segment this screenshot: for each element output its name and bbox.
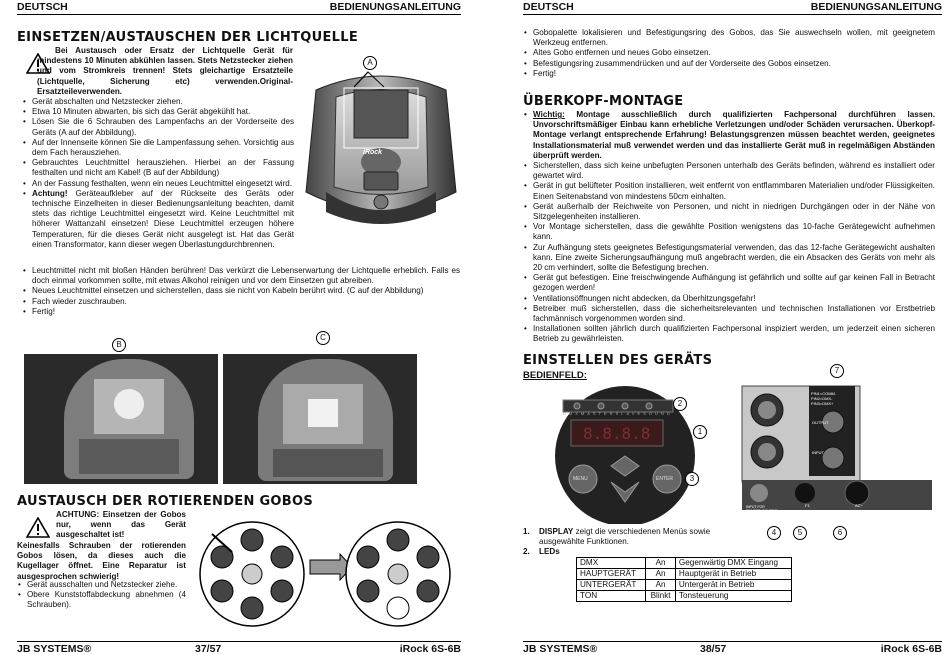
led-label: SOUND [643, 411, 673, 416]
control-panel-illustration [543, 384, 743, 524]
page-header [523, 1, 942, 15]
bullet-list-mounting [523, 110, 935, 345]
table-row [577, 558, 792, 569]
list-item: • An der Fassung festhalten, wenn ein neues Leuchtmittel eingesetzt wird. [22, 179, 294, 189]
list-item: • Auf der Innenseite können Sie die Lampenfassung sehen. Vorsichtig aus dem Fach herausziehen. [22, 138, 294, 158]
list-item [523, 110, 935, 161]
list-item: • Ventilationsöffnungen nicht abdecken, da Überhitzungsgefahr! [523, 294, 935, 304]
page-footer [523, 641, 942, 655]
page-right [475, 0, 950, 654]
section-title-lamp: EINSETZEN/AUSTAUSCHEN DER LICHTQUELLE [17, 30, 359, 45]
list-item: • Sicherstellen, dass sich keine unbefugten Personen unterhalb des Geräts befinden, während es installiert oder gewartet wird. [523, 161, 935, 181]
led-label: DMX [563, 411, 581, 416]
callout-b: B [112, 338, 126, 352]
list-item: • Fertig! [22, 307, 460, 317]
list-item: • Gerät abschalten und Netzstecker ziehen. [22, 97, 294, 107]
table-cell: An [646, 569, 676, 580]
page-header [17, 1, 461, 15]
bullet-list-gobos-cont [523, 28, 935, 79]
list-item: • Lösen Sie die 6 Schrauben des Lampenfachs an der Vorderseite des Geräts (A auf der Abbildung). [22, 117, 294, 137]
list-item: • Neues Leuchtmittel einsetzen und sicherstellen, dass sie nicht von Kabeln berührt wird. (C auf der Abbildung) [22, 286, 460, 296]
rear-pin-labels: PIN1=COMM. PIN2=DMX- PIN3=DMX+ [811, 391, 837, 406]
list-item: • Vor Montage sicherstellen, dass die gewählte Position wenigstens das 10-fache Gerätegewicht aufnehmen kann. [523, 222, 935, 242]
rear-power-label: AC~ [855, 503, 863, 508]
list-number: 1. [523, 527, 530, 536]
list-item: • Gebrauchtes Leuchtmittel herausziehen. Hierbei an der Fassung festhalten und nicht am Kabel! (B auf der Abbildung) [22, 158, 294, 178]
header-title: BEDIENUNGSANLEITUNG [810, 1, 942, 13]
warning-text-gobos-2: Keinesfalls Schrauben der rotierenden Gobos lösen, da dieses auch die Kugellager öffnet. Eine Reparatur ist ausgesprochen schwierig! [17, 541, 186, 581]
page-left [0, 0, 475, 654]
rear-remote-label: INPUT FOR REMOTE CONTROL [746, 505, 780, 513]
warning-text-gobos: ACHTUNG: Einsetzen der Gobos nur, wenn das Gerät ausgeschaltet ist! [56, 510, 186, 540]
list-item: • Fertig! [523, 69, 935, 79]
table-cell: Tonsteuerung [675, 591, 791, 602]
list-item [22, 189, 294, 250]
rear-input-label: INPUT [812, 450, 824, 455]
warning-text-lamp: Bei Austausch oder Ersatz der Lichtquelle Gerät für mindestens 10 Minuten abkühlen lassen. Stets Netzstecker ziehen und vom Stromkreis trennen! Stets gleichartige Ersatzteile (Lichtquelle, Sicherung etc) verwenden.Original-Ersatzteileverwenden. [37, 46, 293, 96]
bullet-list-lamp-2 [22, 266, 460, 317]
menu-button-label: MENU [573, 476, 588, 482]
callout-4: 4 [767, 526, 781, 540]
list-item: • Gerät in gut belüfteter Position installieren, weit entfernt von entflammbaren Materialien und/oder Flüssigkeiten. Einen Seitenabstand von mindestens 50cm einhalten. [523, 181, 935, 201]
list-number: 2. [523, 547, 530, 557]
list-item: • Fach wieder zuschrauben. [22, 297, 460, 307]
achtung-label: Achtung! [32, 188, 68, 198]
list-text: zeigt die verschiedenen Menüs sowie ausgewählte Funktionen. [539, 527, 711, 547]
section-title-settings: EINSTELLEN DES GERÄTS [523, 353, 713, 368]
wichtig-text: Montage ausschließlich durch qualifizierten Fachpersonal durchführen lassen. Unvorschriftsmäßiger Einbau kann erhebliche Verletzungen und/oder Schäden verursachen. Überkopf-Montage verlangt entsprechende Erfahrung! Belastungsgrenzen müssen beachtet werden, geeignetes Installationsmaterial muß verwendet werden und das installierte Gerät muß in regelmäßigen Abständen überprüft werden. [533, 110, 935, 160]
enter-button-label: ENTER [656, 476, 673, 482]
svg-text:8.8.8.8: 8.8.8.8 [583, 424, 651, 443]
table-cell: UNTERGERÄT [577, 580, 646, 591]
gobo-wheel-illustration [192, 512, 460, 632]
table-row [577, 591, 792, 602]
page-footer [17, 641, 461, 655]
led-label: SLAVE [615, 411, 644, 416]
table-cell: Gegenwärtig DMX Eingang [675, 558, 791, 569]
footer-brand: JB SYSTEMS® [523, 643, 598, 655]
rear-panel-illustration [737, 380, 937, 520]
header-language: DEUTSCH [523, 1, 574, 13]
callout-a: A [363, 56, 377, 70]
subsection-title-panel: BEDIENFELD: [523, 370, 587, 381]
led-label: MASTER [580, 411, 616, 416]
list-item: • Installationen sollten jährlich durch qualifizierten Fachpersonal inspiziert werden, um jederzeit einen sicheren Betrieb zu gewährleisten. [523, 324, 935, 344]
callout-3: 3 [685, 472, 699, 486]
rear-fuse-label: F1 [805, 503, 810, 508]
legend-list [523, 527, 723, 558]
achtung-text: Geräteaufkleber auf der Rückseite des Geräts oder technische Einzelheiten in dieser Bedienungsanleitung beachten, damit stets das richtige Leuchtmittel eingesetzt wird. Keine Leuchtmittel mit höherer Wattanzahl einsetzen! Diese Leuchtmittel erzeugen höhere Temperaturen, für die dieses Gerät nicht ausgelegt ist. Hat das Gerät einen Transformator, kann dieser wegen Überlastungdurchbrennen. [32, 188, 294, 249]
callout-6: 6 [833, 526, 847, 540]
list-item: • Betreiber muß sicherstellen, dass die sicherheitsrelevanten und technischen Installationen vor Erstbetrieb fachmännisch vorgenommen worden sind. [523, 304, 935, 324]
table-cell: HAUPTGERÄT [577, 569, 646, 580]
footer-page-number: 38/57 [700, 643, 727, 655]
table-row [577, 580, 792, 591]
table-cell: Hauptgerät in Betrieb [675, 569, 791, 580]
footer-model: iRock 6S-6B [399, 643, 461, 655]
header-language: DEUTSCH [17, 1, 68, 13]
list-item: • Etwa 10 Minuten abwarten, bis sich das Gerät abgekühlt hat. [22, 107, 294, 117]
table-cell: DMX [577, 558, 646, 569]
list-item [523, 527, 723, 547]
callout-1: 1 [693, 425, 707, 439]
photo-lamp-c [223, 354, 417, 484]
panel-led-labels [563, 411, 673, 416]
callout-5: 5 [793, 526, 807, 540]
led-table [576, 557, 792, 602]
callout-c: C [316, 331, 330, 345]
list-item: • Obere Kunststoffabdeckung abnehmen (4 Schrauben). [17, 590, 186, 610]
list-item: • Altes Gobo entfernen und neues Gobo einsetzen. [523, 48, 935, 58]
list-item: • Gerät gut befestigen. Eine freischwingende Aufhängung ist gefährlich und sollte auf gar keinen Fall in Betracht gezogen werden! [523, 273, 935, 293]
device-brand-label: iRock [363, 149, 383, 156]
rear-output-label: OUTPUT [812, 420, 829, 425]
callout-7: 7 [830, 364, 844, 378]
table-cell: An [646, 580, 676, 591]
list-label: DISPLAY [539, 527, 574, 536]
wichtig-label: Wichtig: [533, 110, 565, 119]
list-item: • Gerät ausschalten und Netzstecker ziehe. [17, 580, 186, 590]
header-title: BEDIENUNGSANLEITUNG [329, 1, 461, 13]
list-item: • Leuchtmittel nicht mit bloßen Händen berühren! Das verkürzt die Lebenserwartung der Lichtquelle erheblich. Falls es doch einmal vorkommen sollte, mit etwas Alkohol reinigen und vor dem Einsetzen gut abreiben. [22, 266, 460, 286]
section-title-gobos: AUSTAUSCH DER ROTIERENDEN GOBOS [17, 494, 314, 509]
bullet-list-lamp-1 [22, 97, 294, 250]
footer-model: iRock 6S-6B [880, 643, 942, 655]
warning-icon [26, 517, 50, 538]
device-front-illustration [296, 52, 466, 236]
table-row [577, 569, 792, 580]
list-item: • Gobopalette lokalisieren und Befestigungsring des Gobos, das Sie auswechseln wollen, mit geeignetem Werkzeug entfernen. [523, 28, 935, 48]
photo-lamp-b [24, 354, 218, 484]
list-item: • Befestigungsring zusammendrücken und auf der Vorderseite des Gobos einsetzen. [523, 59, 935, 69]
table-cell: An [646, 558, 676, 569]
list-item: • Zur Aufhängung stets geeignetes Befestigungsmaterial verwenden, das das 12-fache Gerätegewicht aushalten kann. Eine zweite Sicherungsaufhängung muß angebracht werden, die ein Absacken des Geräts von mehr als 20 cm verhindert, sollte die Befestigung brechen. [523, 243, 935, 274]
callout-2: 2 [673, 397, 687, 411]
table-cell: Untergerät in Betrieb [675, 580, 791, 591]
table-cell: Blinkt [646, 591, 676, 602]
section-title-mounting: ÜBERKOPF-MONTAGE [523, 94, 684, 109]
list-item: • Gerät außerhalb der Reichweite von Personen, und nicht in niedrigen Durchgängen oder in der Nähe von Sitzgelegenheiten installieren. [523, 202, 935, 222]
footer-page-number: 37/57 [195, 643, 222, 655]
list-label: LEDs [539, 547, 560, 557]
table-cell: TON [577, 591, 646, 602]
footer-brand: JB SYSTEMS® [17, 643, 92, 655]
bullet-list-gobos [17, 580, 186, 611]
